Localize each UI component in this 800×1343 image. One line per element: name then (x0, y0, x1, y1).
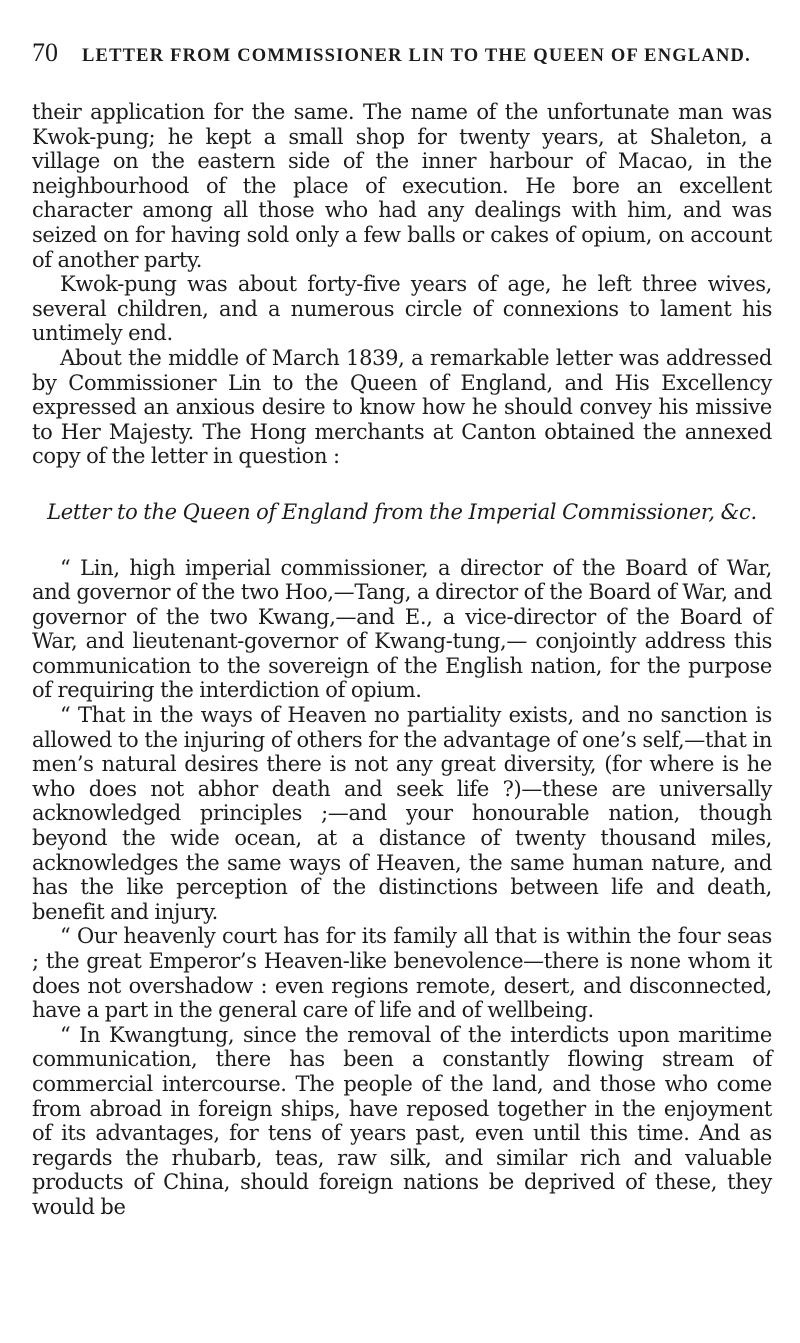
running-head (32, 38, 772, 78)
letter-paragraph: “ Our heavenly court has for its family all that is within the four seas ; the great Emperor’s Heaven-like benevolence—there is none whom it does not overshadow : even regions remote, desert, and disconnected, have a part in the general care of life and of wellbeing. (32, 924, 772, 1023)
letter-paragraph: “ That in the ways of Heaven no partiality exists, and no sanction is allowed to the injuring of others for the advantage of one’s self,—that in men’s natural desires there is not any great diversity, (for where is he who does not abhor death and seek life ?)—these are universally acknowledged principles ;—and your honourable nation, though beyond the wide ocean, at a distance of twenty thousand miles, acknowledges the same ways of Heaven, the same human nature, and has the like perception of the distinctions between life and death, benefit and injury. (32, 703, 772, 924)
letter-paragraph: “ Lin, high imperial commissioner, a director of the Board of War, and governor of the two Hoo,—Tang, a director of the Board of War, and governor of the two Kwang,—and E., a vice-director of the Board of War, and lieutenant-governor of Kwang-tung,— conjointly address this communication to the sovereign of the English nation, for the purpose of requiring the interdiction of opium. (32, 555, 772, 703)
running-title: LETTER FROM COMMISSIONER LIN TO THE QUEEN OF ENGLAND. (82, 46, 751, 66)
paragraph-continuation: their application for the same. The name of the unfortunate man was Kwok-pung; he kept a small shop for twenty years, at Shaleton, a village on the eastern side of the inner harbour of Macao, in the neighbourhood of the place of execution. He bore an excellent character among all those who had any dealings with him, and was seized on for having sold only a few balls or cakes of opium, on account of another party. (32, 100, 772, 272)
paragraph-letter-intro: About the middle of March 1839, a remarkable letter was addressed by Commissioner Lin to the Queen of England, and His Excellency expressed an anxious desire to know how he should convey his missive to Her Majesty. The Hong merchants at Canton obtained the annexed copy of the letter in question : (32, 345, 772, 469)
letter-heading: Letter to the Queen of England from the Imperial Commissioner, &c. (47, 499, 757, 524)
letter-paragraph: “ In Kwangtung, since the removal of the interdicts upon maritime communication, there has been a constantly flowing stream of commercial intercourse. The people of the land, and those who come from abroad in foreign ships, have reposed together in the enjoyment of its advantages, for tens of years past, even until this time. And as regards the rhubarb, teas, raw silk, and similar rich and valuable products of China, should foreign nations be deprived of these, they would be (32, 1022, 772, 1219)
book-page (32, 38, 772, 1220)
paragraph-kwok-pung: Kwok-pung was about forty-five years of age, he left three wives, several children, and a numerous circle of connexions to lament his untimely end. (32, 272, 772, 346)
page-number: 70 (32, 38, 58, 67)
body-text (32, 100, 772, 1220)
